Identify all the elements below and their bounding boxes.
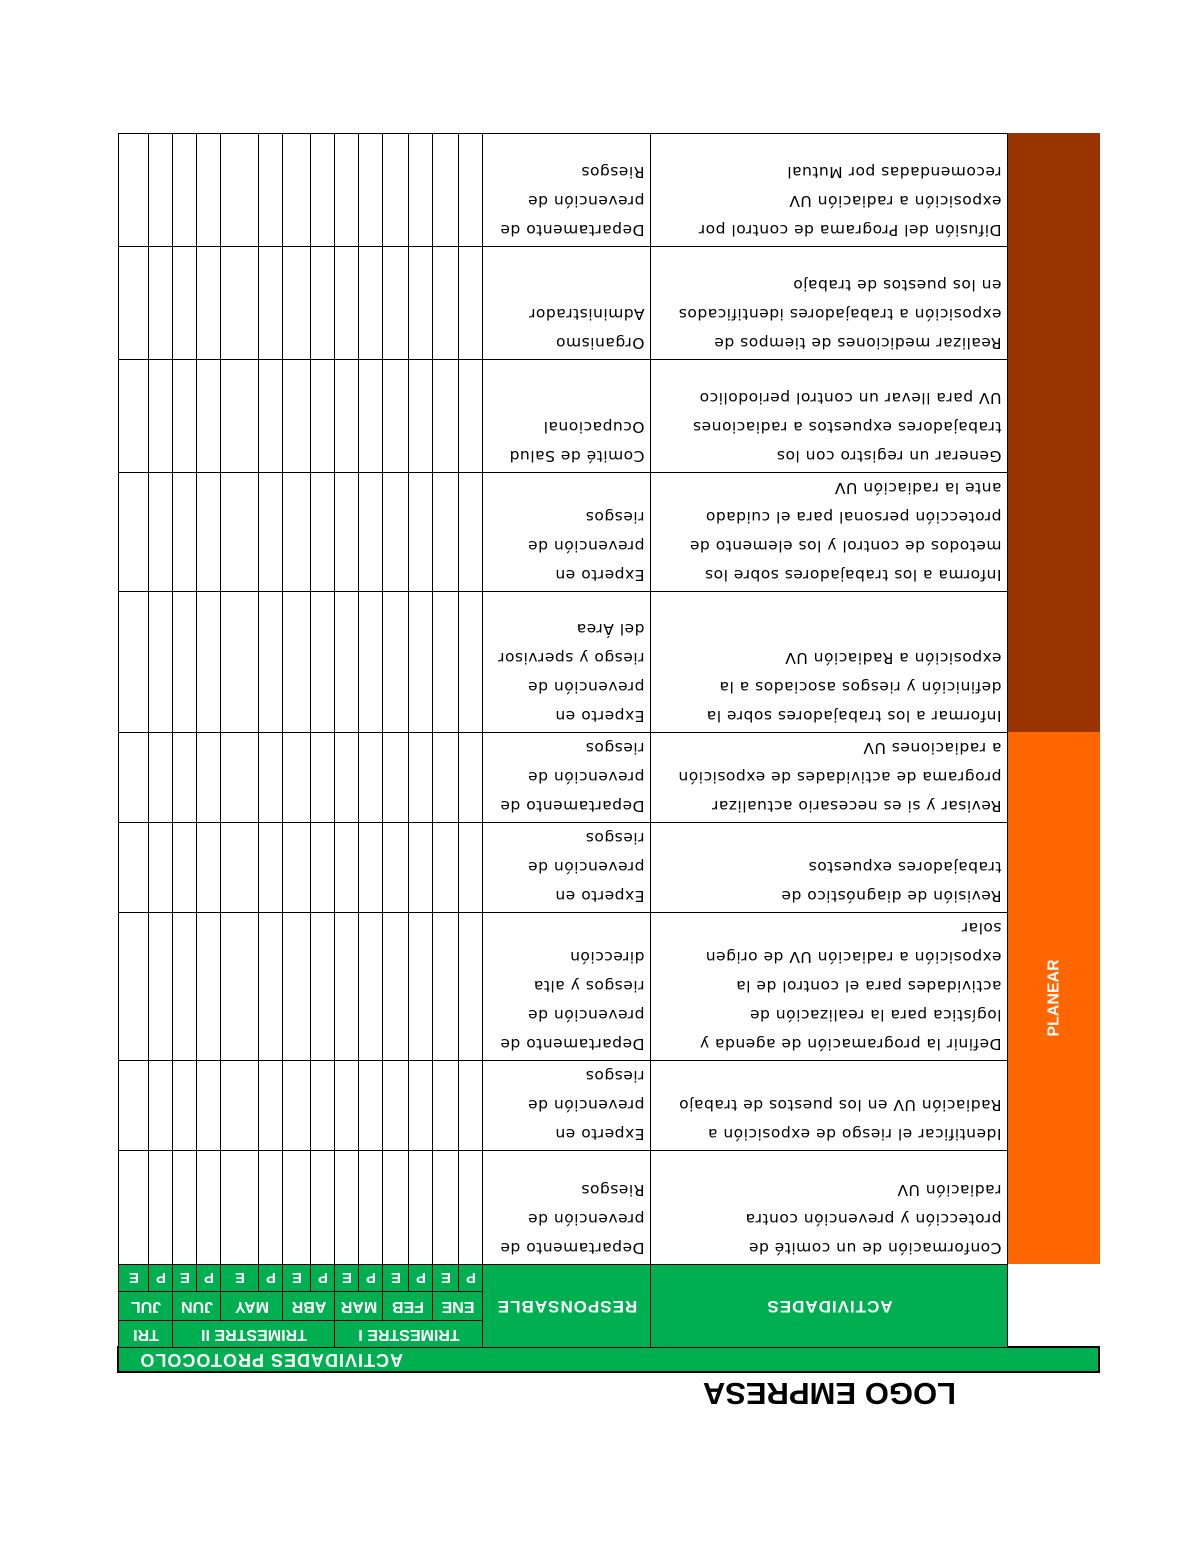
schedule-cell[interactable] — [259, 823, 283, 913]
schedule-cell[interactable] — [221, 360, 259, 473]
schedule-cell[interactable] — [459, 1151, 483, 1265]
schedule-cell[interactable] — [221, 1151, 259, 1265]
header-month: ABR — [283, 1292, 335, 1321]
schedule-cell[interactable] — [459, 473, 483, 592]
schedule-cell[interactable] — [283, 1061, 311, 1151]
schedule-cell[interactable] — [433, 134, 459, 247]
schedule-cell[interactable] — [409, 247, 433, 360]
schedule-cell[interactable] — [335, 1151, 359, 1265]
header-pe: P — [259, 1265, 283, 1292]
activity-cell: Difusión del Programa de control por exposición a radiación UV recomendadas por Mutual — [651, 134, 1008, 247]
schedule-cell[interactable] — [259, 473, 283, 592]
header-pe: P — [311, 1265, 335, 1292]
schedule-cell[interactable] — [173, 473, 197, 592]
schedule-cell[interactable] — [173, 592, 197, 733]
header-pe: P — [409, 1265, 433, 1292]
table-row — [119, 473, 1100, 592]
header-month: MAR — [335, 1292, 383, 1321]
schedule-cell[interactable] — [173, 733, 197, 823]
responsible-cell: Departamento de prevención de riesgos — [483, 733, 651, 823]
schedule-cell[interactable] — [459, 592, 483, 733]
schedule-cell[interactable] — [119, 592, 149, 733]
schedule-cell[interactable] — [383, 1061, 409, 1151]
responsible-cell: Departamento de prevención de riesgos y alta dirección — [483, 913, 651, 1061]
header-pe: E — [119, 1265, 149, 1292]
responsible-cell: Organismo Administrador — [483, 247, 651, 360]
schedule-cell[interactable] — [359, 1061, 383, 1151]
responsible-cell: Experto en prevención de riesgo y spervisor del Área — [483, 592, 651, 733]
schedule-cell[interactable] — [359, 592, 383, 733]
schedule-cell[interactable] — [197, 733, 221, 823]
responsible-cell: Comité de Salud Ocupacional — [483, 360, 651, 473]
schedule-cell[interactable] — [283, 913, 311, 1061]
schedule-cell[interactable] — [221, 592, 259, 733]
schedule-cell[interactable] — [359, 473, 383, 592]
schedule-cell[interactable] — [119, 913, 149, 1061]
schedule-cell[interactable] — [197, 1151, 221, 1265]
schedule-cell[interactable] — [221, 247, 259, 360]
header-responsable: RESPONSABLE — [483, 1265, 651, 1348]
schedule-cell[interactable] — [119, 1061, 149, 1151]
header-pe: E — [335, 1265, 359, 1292]
schedule-cell[interactable] — [359, 1151, 383, 1265]
schedule-cell[interactable] — [259, 134, 283, 247]
header-actividades: ACTIVIDADES — [651, 1265, 1008, 1348]
schedule-cell[interactable] — [173, 823, 197, 913]
schedule-cell[interactable] — [311, 913, 335, 1061]
schedule-cell[interactable] — [119, 134, 149, 247]
schedule-cell[interactable] — [197, 473, 221, 592]
schedule-cell[interactable] — [259, 592, 283, 733]
schedule-cell[interactable] — [119, 733, 149, 823]
schedule-cell[interactable] — [197, 592, 221, 733]
header-pe: P — [149, 1265, 173, 1292]
header-month: MAY — [221, 1292, 283, 1321]
activities-table — [119, 133, 1101, 1348]
responsible-cell: Experto en prevención de riesgos — [483, 823, 651, 913]
header-pe: E — [173, 1265, 197, 1292]
schedule-cell[interactable] — [173, 913, 197, 1061]
schedule-cell[interactable] — [221, 913, 259, 1061]
schedule-cell[interactable] — [409, 1151, 433, 1265]
schedule-cell[interactable] — [359, 733, 383, 823]
schedule-cell[interactable] — [149, 1151, 173, 1265]
schedule-cell[interactable] — [283, 360, 311, 473]
header-month: FEB — [383, 1292, 433, 1321]
phase-planear-label: PLANEAR — [1045, 959, 1063, 1038]
schedule-cell[interactable] — [197, 360, 221, 473]
header-pe: P — [459, 1265, 483, 1292]
header-quarter-1: TRIMESTRE I — [335, 1321, 483, 1348]
schedule-cell[interactable] — [383, 473, 409, 592]
schedule-cell[interactable] — [311, 360, 335, 473]
schedule-cell[interactable] — [119, 247, 149, 360]
schedule-cell[interactable] — [221, 1061, 259, 1151]
table-row — [119, 592, 1100, 733]
schedule-cell[interactable] — [433, 823, 459, 913]
schedule-cell[interactable] — [433, 733, 459, 823]
schedule-cell[interactable] — [197, 823, 221, 913]
schedule-cell[interactable] — [409, 913, 433, 1061]
activity-cell: Informa a los trabajadores sobre los metodos de control y los elemento de protección personal para el cuidado ante la radiación UV — [651, 473, 1008, 592]
responsible-cell: Departamento de prevención de Riesgos — [483, 134, 651, 247]
activity-cell: Realizar mediciones de tiempos de exposición a trabajadores identificados en los puestos de trabajo — [651, 247, 1008, 360]
table-row — [119, 134, 1100, 247]
schedule-cell[interactable] — [283, 247, 311, 360]
table-row — [119, 247, 1100, 360]
schedule-cell[interactable] — [119, 360, 149, 473]
schedule-cell[interactable] — [259, 733, 283, 823]
schedule-cell[interactable] — [119, 823, 149, 913]
schedule-cell[interactable] — [283, 592, 311, 733]
schedule-cell[interactable] — [311, 134, 335, 247]
schedule-cell[interactable] — [221, 823, 259, 913]
schedule-cell[interactable] — [149, 473, 173, 592]
schedule-cell[interactable] — [283, 473, 311, 592]
schedule-cell[interactable] — [433, 1061, 459, 1151]
schedule-cell[interactable] — [383, 360, 409, 473]
schedule-cell[interactable] — [259, 913, 283, 1061]
schedule-cell[interactable] — [173, 134, 197, 247]
schedule-cell[interactable] — [459, 913, 483, 1061]
schedule-cell[interactable] — [335, 1061, 359, 1151]
header-pe: E — [383, 1265, 409, 1292]
schedule-cell[interactable] — [311, 733, 335, 823]
schedule-cell[interactable] — [149, 1061, 173, 1151]
schedule-cell[interactable] — [119, 473, 149, 592]
schedule-cell[interactable] — [259, 360, 283, 473]
schedule-cell[interactable] — [409, 592, 433, 733]
schedule-cell[interactable] — [149, 823, 173, 913]
schedule-cell[interactable] — [335, 733, 359, 823]
schedule-cell[interactable] — [433, 1151, 459, 1265]
header-quarter-3: TRI — [119, 1321, 173, 1348]
schedule-cell[interactable] — [459, 733, 483, 823]
responsible-cell: Experto en prevención de riesgos — [483, 473, 651, 592]
schedule-cell[interactable] — [459, 134, 483, 247]
schedule-cell[interactable] — [149, 134, 173, 247]
schedule-cell[interactable] — [119, 1151, 149, 1265]
schedule-cell[interactable] — [197, 134, 221, 247]
header-pe: P — [359, 1265, 383, 1292]
schedule-cell[interactable] — [311, 1151, 335, 1265]
schedule-cell[interactable] — [259, 1151, 283, 1265]
schedule-cell[interactable] — [359, 360, 383, 473]
activity-cell: Revisión de diagnóstico de trabajadores expuestos — [651, 823, 1008, 913]
schedule-cell[interactable] — [459, 247, 483, 360]
schedule-cell[interactable] — [197, 247, 221, 360]
schedule-cell[interactable] — [335, 823, 359, 913]
schedule-cell[interactable] — [433, 360, 459, 473]
schedule-cell[interactable] — [283, 1151, 311, 1265]
table-row — [119, 823, 1100, 913]
header-month: JUL — [119, 1292, 173, 1321]
activity-cell: Conformación de un comité de protección y prevención contra radiación UV — [651, 1151, 1008, 1265]
schedule-cell[interactable] — [409, 473, 433, 592]
table-row — [119, 360, 1100, 473]
header-month: ENE — [433, 1292, 483, 1321]
activity-cell: Revisar y si es necesario actualizar programa de actividades de exposición a radiaciones UV — [651, 733, 1008, 823]
schedule-cell[interactable] — [259, 1061, 283, 1151]
schedule-cell[interactable] — [335, 473, 359, 592]
schedule-cell[interactable] — [409, 823, 433, 913]
schedule-cell[interactable] — [335, 134, 359, 247]
schedule-cell[interactable] — [383, 823, 409, 913]
phase-planear — [1008, 733, 1100, 1265]
schedule-cell[interactable] — [383, 592, 409, 733]
header-pe: E — [433, 1265, 459, 1292]
header-pe: E — [283, 1265, 311, 1292]
schedule-cell[interactable] — [383, 733, 409, 823]
schedule-cell[interactable] — [433, 913, 459, 1061]
header-quarter-2: TRIMESTRE II — [173, 1321, 335, 1348]
schedule-cell[interactable] — [383, 1151, 409, 1265]
schedule-cell[interactable] — [459, 360, 483, 473]
logo-empresa: LOGO EMPRESA — [702, 1376, 956, 1411]
schedule-cell[interactable] — [173, 1151, 197, 1265]
schedule-cell[interactable] — [383, 913, 409, 1061]
schedule-cell[interactable] — [259, 247, 283, 360]
schedule-cell[interactable] — [383, 247, 409, 360]
schedule-cell[interactable] — [149, 360, 173, 473]
schedule-cell[interactable] — [197, 1061, 221, 1151]
schedule-cell[interactable] — [149, 913, 173, 1061]
schedule-cell[interactable] — [221, 473, 259, 592]
schedule-cell[interactable] — [335, 360, 359, 473]
schedule-cell[interactable] — [459, 823, 483, 913]
schedule-cell[interactable] — [359, 134, 383, 247]
schedule-cell[interactable] — [459, 1061, 483, 1151]
schedule-cell[interactable] — [149, 247, 173, 360]
header-pe: P — [197, 1265, 221, 1292]
schedule-cell[interactable] — [149, 733, 173, 823]
schedule-cell[interactable] — [173, 247, 197, 360]
table-row — [119, 913, 1100, 1061]
schedule-cell[interactable] — [221, 733, 259, 823]
schedule-cell[interactable] — [335, 247, 359, 360]
schedule-cell[interactable] — [433, 473, 459, 592]
schedule-cell[interactable] — [433, 592, 459, 733]
table-row — [119, 1151, 1100, 1265]
schedule-cell[interactable] — [311, 592, 335, 733]
activity-cell: Definir la programación de agenda y logística para la realización de actividades para el control de la exposición a radiación UV de origen solar — [651, 913, 1008, 1061]
banner-actividades-protocolo: ACTIVIDADES PROTOCOLO — [117, 1346, 1100, 1373]
schedule-cell[interactable] — [283, 134, 311, 247]
activity-cell: Identificar el riesgo de exposición a Radiación UV en los puestos de trabajo — [651, 1061, 1008, 1151]
schedule-cell[interactable] — [197, 913, 221, 1061]
schedule-cell[interactable] — [409, 134, 433, 247]
schedule-cell[interactable] — [409, 733, 433, 823]
table-row — [119, 1061, 1100, 1151]
header-pe: E — [221, 1265, 259, 1292]
schedule-cell[interactable] — [283, 823, 311, 913]
schedule-cell[interactable] — [409, 360, 433, 473]
schedule-cell[interactable] — [283, 733, 311, 823]
schedule-cell[interactable] — [311, 1061, 335, 1151]
responsible-cell: Departamento de prevención de Riesgos — [483, 1151, 651, 1265]
schedule-cell[interactable] — [359, 247, 383, 360]
schedule-cell[interactable] — [149, 592, 173, 733]
schedule-cell[interactable] — [173, 360, 197, 473]
schedule-cell[interactable] — [409, 1061, 433, 1151]
header-month: JUN — [173, 1292, 221, 1321]
header-row-quarters — [119, 1321, 1100, 1348]
responsible-cell: Experto en prevención de riesgos — [483, 1061, 651, 1151]
schedule-cell[interactable] — [221, 134, 259, 247]
schedule-cell[interactable] — [383, 134, 409, 247]
activity-cell: Generar un registro con los trabajadores expuestos a radiaciones UV para llevar un control periodolico — [651, 360, 1008, 473]
schedule-cell[interactable] — [433, 247, 459, 360]
activity-cell: Informar a los trabajadores sobre la definición y riesgos asociados a la exposición a Radiación UV — [651, 592, 1008, 733]
schedule-cell[interactable] — [311, 473, 335, 592]
schedule-cell[interactable] — [335, 592, 359, 733]
schedule-cell[interactable] — [311, 247, 335, 360]
schedule-cell[interactable] — [359, 823, 383, 913]
schedule-cell[interactable] — [311, 823, 335, 913]
schedule-cell[interactable] — [335, 913, 359, 1061]
table-row — [119, 733, 1100, 823]
phase-band-dark — [1008, 134, 1100, 733]
schedule-cell[interactable] — [173, 1061, 197, 1151]
schedule-cell[interactable] — [359, 913, 383, 1061]
